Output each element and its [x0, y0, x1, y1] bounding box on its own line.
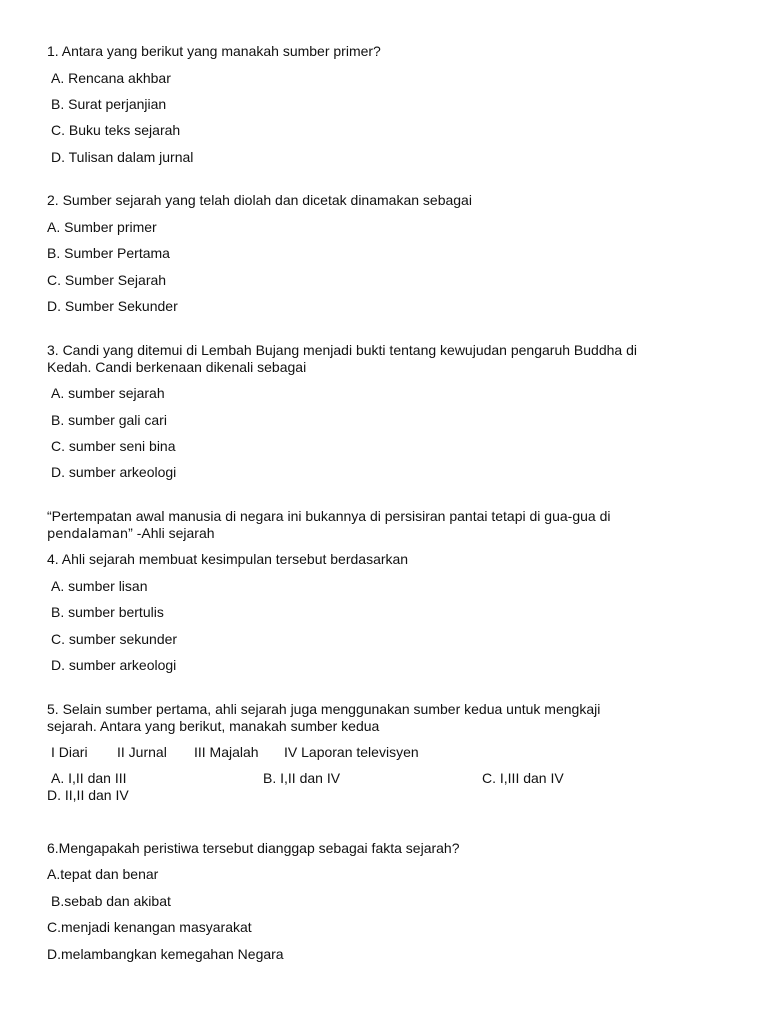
question-5-option-b: B. I,II dan IV — [263, 770, 341, 786]
question-2-stem: 2. Sumber sejarah yang telah diolah dan dicetak dinamakan sebagai — [47, 192, 472, 208]
question-5-option-a: A. I,II dan III — [51, 770, 127, 786]
question-5-stem-line-1: 5. Selain sumber pertama, ahli sejarah juga menggunakan sumber kedua untuk mengkaji — [47, 701, 601, 717]
question-2-option-d: D. Sumber Sekunder — [47, 298, 178, 314]
question-6-option-b: B.sebab dan akibat — [51, 893, 171, 909]
question-1-option-c: C. Buku teks sejarah — [51, 122, 181, 138]
question-1-option-a: A. Rencana akhbar — [51, 70, 171, 86]
quote-word-pendalaman: pendalaman — [47, 527, 129, 542]
question-3-option-a: A. sumber sejarah — [51, 385, 165, 401]
question-5-option-c: C. I,III dan IV — [482, 770, 564, 786]
question-1-stem: 1. Antara yang berikut yang manakah sumber primer? — [47, 43, 381, 59]
question-3-stem-line-1: 3. Candi yang ditemui di Lembah Bujang menjadi bukti tentang kewujudan pengaruh Buddha di — [47, 342, 637, 358]
question-3-option-c: C. sumber seni bina — [51, 438, 176, 454]
question-4-option-b: B. sumber bertulis — [51, 604, 164, 620]
question-6-option-d: D.melambangkan kemegahan Negara — [47, 946, 284, 962]
question-5-item-1: I Diari — [51, 744, 88, 760]
question-5-stem-line-2: sejarah. Antara yang berikut, manakah sumber kedua — [47, 718, 380, 734]
question-1-option-d: D. Tulisan dalam jurnal — [51, 149, 194, 165]
question-4-quote-line-2 — [47, 525, 215, 543]
question-4-option-a: A. sumber lisan — [51, 578, 148, 594]
question-5-item-3: III Majalah — [194, 744, 259, 760]
question-6-option-c: C.menjadi kenangan masyarakat — [47, 919, 252, 935]
question-5-item-4: IV Laporan televisyen — [284, 744, 419, 760]
question-5-option-d: D. II,II dan IV — [47, 787, 129, 803]
question-1-option-b: B. Surat perjanjian — [51, 96, 167, 112]
question-2-option-a: A. Sumber primer — [47, 219, 157, 235]
quote-attribution: ” -Ahli sejarah — [128, 525, 215, 541]
question-6-option-a: A.tepat dan benar — [47, 866, 159, 882]
question-3-option-b: B. sumber gali cari — [51, 412, 167, 428]
question-4-stem: 4. Ahli sejarah membuat kesimpulan tersebut berdasarkan — [47, 551, 409, 567]
question-6-stem: 6.Mengapakah peristiwa tersebut dianggap sebagai fakta sejarah? — [47, 840, 460, 856]
question-2-option-c: C. Sumber Sejarah — [47, 272, 167, 288]
question-5-item-2: II Jurnal — [117, 744, 167, 760]
question-2-option-b: B. Sumber Pertama — [47, 245, 170, 261]
question-3-option-d: D. sumber arkeologi — [51, 464, 177, 480]
question-4-option-c: C. sumber sekunder — [51, 631, 178, 647]
question-3-stem-line-2: Kedah. Candi berkenaan dikenali sebagai — [47, 359, 307, 375]
question-4-quote-line-1: “Pertempatan awal manusia di negara ini bukannya di persisiran pantai tetapi di gua-gua di — [47, 508, 611, 524]
question-4-option-d: D. sumber arkeologi — [51, 657, 177, 673]
